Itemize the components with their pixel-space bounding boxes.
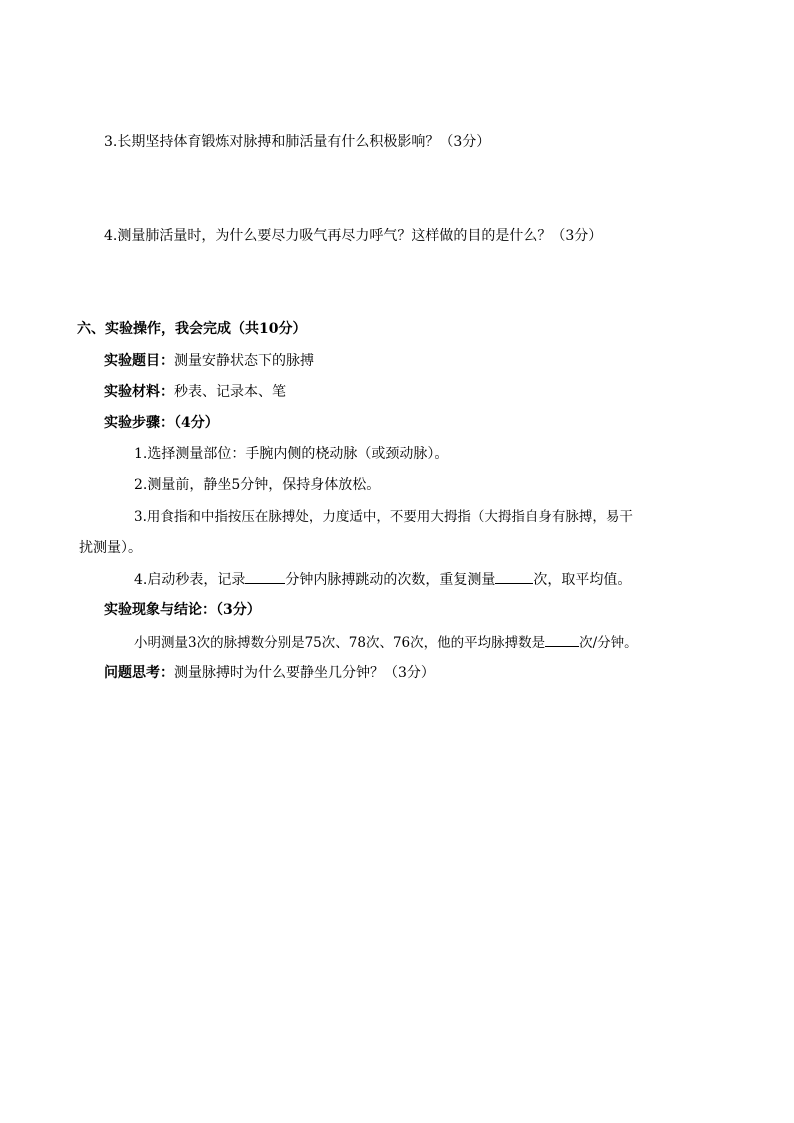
step-3-text-1: 3.用食指和中指按压在脉搏处，力度适中，不要用大拇指（大拇指自身有脉搏，易干 [134,509,633,525]
experiment-steps-label [104,413,219,433]
experiment-steps-label-text: 实验步骤：（4分） [104,415,219,431]
experiment-topic [104,351,314,371]
question-4-text: 4.测量肺活量时，为什么要尽力吸气再尽力呼气？这样做的目的是什么？（3分） [104,228,603,244]
thinking-question [104,663,435,683]
step-2 [134,475,380,495]
experiment-topic-value: 测量安静状态下的脉搏 [174,353,314,369]
step-4-text-1: 4.启动秒表，记录 [134,572,246,588]
section-6-heading-text: 六、实验操作，我会完成（共10分） [77,321,307,337]
step-4-blank-times[interactable] [495,569,533,584]
step-1-text: 1.选择测量部位：手腕内侧的桡动脉（或颈动脉）。 [134,446,449,462]
results-statement [134,632,638,653]
results-text-2: 次/分钟。 [579,635,638,651]
step-2-text: 2.测量前，静坐5分钟，保持身体放松。 [134,477,381,493]
results-blank-average[interactable] [545,632,579,647]
step-3-text-2: 扰测量）。 [79,540,142,556]
step-4-text-2: 分钟内脉搏跳动的次数，重复测量 [285,572,496,588]
step-1 [134,444,448,464]
question-3-text: 3.长期坚持体育锻炼对脉搏和肺活量有什么积极影响？（3分） [104,134,491,150]
results-label-text: 实验现象与结论：（3分） [104,602,261,618]
step-4-text-3: 次，取平均值。 [533,572,632,588]
thinking-value: 测量脉搏时为什么要静坐几分钟？（3分） [174,665,435,681]
results-label [104,600,261,620]
experiment-materials-value: 秒表、记录本、笔 [174,384,286,400]
results-text-1: 小明测量3次的脉搏数分别是75次、78次、76次，他的平均脉搏数是 [134,635,546,651]
question-4 [104,226,602,246]
experiment-materials [104,382,286,402]
thinking-label: 问题思考： [104,665,174,681]
step-3-line-1 [134,507,633,527]
step-4 [134,569,631,590]
experiment-topic-label: 实验题目： [104,353,174,369]
step-4-blank-minutes[interactable] [245,569,285,584]
experiment-materials-label: 实验材料： [104,384,174,400]
question-3 [104,132,490,152]
section-6-heading [77,319,306,339]
step-3-line-2 [79,538,142,558]
